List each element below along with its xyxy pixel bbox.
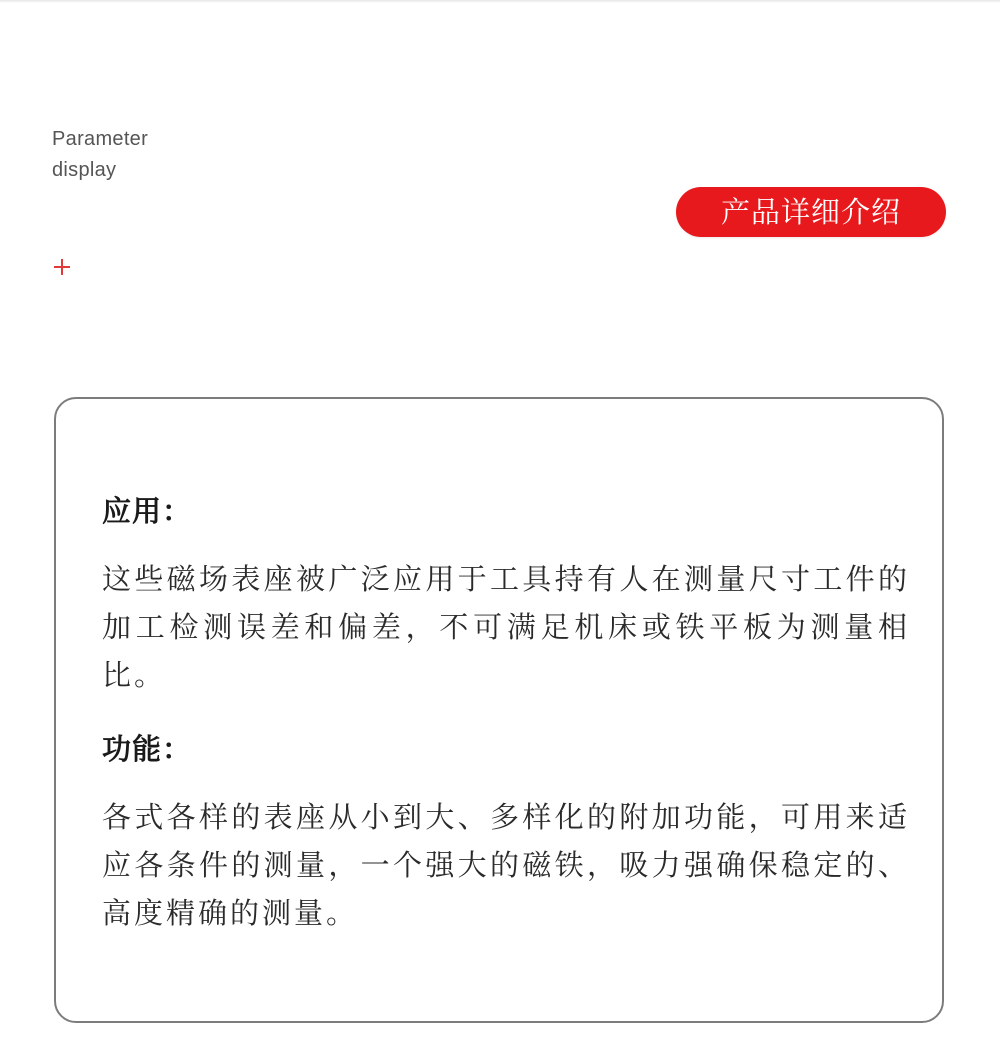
application-section [102, 491, 910, 699]
parameter-label-line2: display [52, 159, 117, 181]
function-heading: 功能： [102, 732, 193, 766]
top-divider [0, 0, 1000, 3]
parameter-label-line1: Parameter [52, 128, 149, 150]
section-title-badge: 产品详细介绍 [676, 187, 946, 237]
function-section [102, 729, 910, 937]
application-text: 这些磁场表座被广泛应用于工具持有人在测量尺寸工件的加工检测误差和偏差，不可满足机床或铁平板为测量相比。 [102, 562, 910, 692]
function-text: 各式各样的表座从小到大、多样化的附加功能，可用来适应各条件的测量，一个强大的磁铁，吸力强确保稳定的、高度精确的测量。 [102, 800, 910, 930]
application-heading: 应用： [102, 494, 193, 528]
parameter-display-label [52, 124, 148, 186]
product-info-card [54, 397, 944, 1023]
plus-icon [53, 258, 71, 276]
